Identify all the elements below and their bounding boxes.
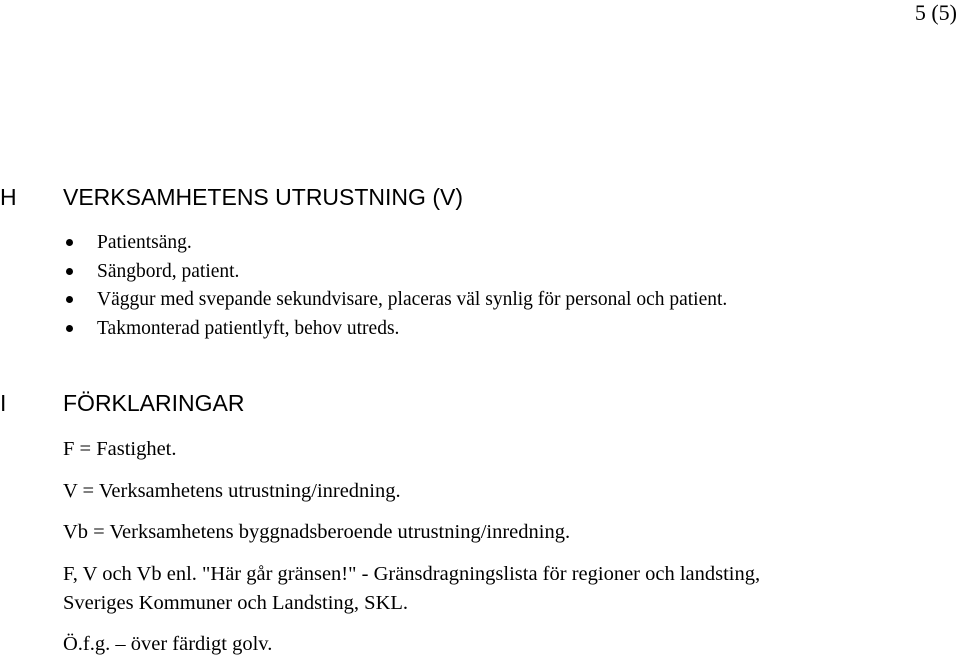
list-item xyxy=(63,317,727,346)
reference-line-1: F, V och Vb enl. "Här går gränsen!" - Gränsdragningslista för regioner och landsting, xyxy=(63,563,761,585)
list-item xyxy=(63,231,727,260)
reference-line-2: Sveriges Kommuner och Landsting, SKL. xyxy=(63,592,409,614)
definition-vb: Vb = Verksamhetens byggnadsberoende utrustning/inredning. xyxy=(63,521,571,543)
section-title-explanations: FÖRKLARINGAR xyxy=(63,390,245,416)
section-letter-h: H xyxy=(0,184,17,210)
list-item-text: Patientsäng. xyxy=(97,232,192,253)
list-item-text: Sängbord, patient. xyxy=(97,260,240,282)
list-item xyxy=(63,260,727,289)
definition-ofg: Ö.f.g. – över färdigt golv. xyxy=(63,633,273,655)
bullet-icon xyxy=(66,296,73,303)
bullet-icon xyxy=(66,239,73,246)
bullet-icon xyxy=(66,268,73,275)
section-title-equipment: VERKSAMHETENS UTRUSTNING (V) xyxy=(63,184,463,210)
section-letter-i: I xyxy=(0,390,7,416)
equipment-list xyxy=(63,231,727,346)
list-item-text: Takmonterad patientlyft, behov utreds. xyxy=(97,318,400,340)
list-item xyxy=(63,288,727,317)
definition-v: V = Verksamhetens utrustning/inredning. xyxy=(63,480,401,502)
bullet-icon xyxy=(66,325,73,332)
definition-f: F = Fastighet. xyxy=(63,438,177,460)
page-number: 5 (5) xyxy=(914,0,957,25)
list-item-text: Väggur med svepande sekundvisare, placeras väl synlig för personal och patient. xyxy=(97,289,728,311)
